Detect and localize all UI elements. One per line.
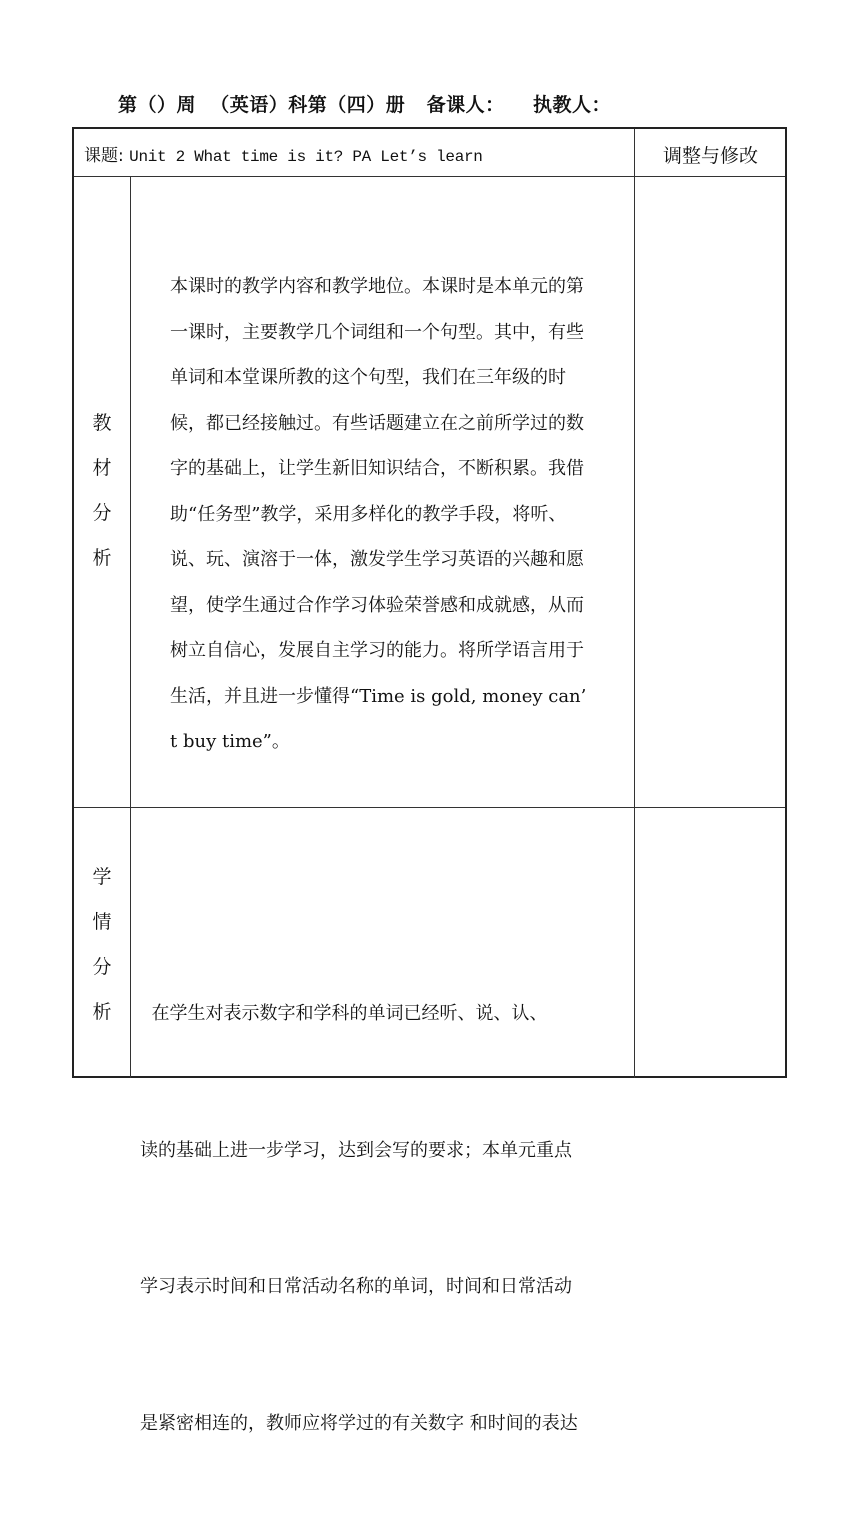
text-line: 在学生对表示数字和学科的单词已经听、说、认、 (140, 1003, 548, 1024)
label-char: 情 (92, 911, 112, 933)
text-line: 是紧密相连的，教师应将学过的有关数字 和时间的表达 (140, 1412, 578, 1434)
text-line: 读的基础上进一步学习，达到会写的要求；本单元重点 (140, 1139, 572, 1161)
label-char: 析 (92, 547, 112, 569)
title-label: 课题: (84, 146, 124, 166)
student-analysis-label (74, 855, 130, 1035)
column-divider (634, 129, 635, 176)
text-line: 字的基础上，让学生新旧知识结合，不断积累。我借 (170, 458, 584, 479)
column-divider (634, 176, 635, 807)
label-char: 分 (92, 956, 112, 978)
text-line: 候，都已经接触过。有些话题建立在之前所学过的数 (170, 412, 584, 434)
text-line: 树立自信心，发展自主学习的能力。将所学语言用于 (170, 640, 584, 661)
label-char: 学 (92, 866, 112, 888)
material-analysis-row (74, 176, 785, 808)
text-line: 本课时的教学内容和教学地位。本课时是本单元的第 (170, 276, 584, 297)
material-analysis-label (74, 401, 130, 581)
adjust-column-header: 调整与修改 (662, 145, 758, 167)
label-char: 析 (92, 1001, 112, 1023)
text-line: 说、玩、演溶于一体，激发学生学习英语的兴趣和愿 (170, 549, 584, 570)
text-line: 助“任务型”教学，采用多样化的教学手段，将听、 (170, 503, 567, 525)
label-char: 材 (92, 457, 112, 479)
lesson-title (84, 141, 483, 166)
text-line: 生活，并且进一步懂得“Time is gold, money can’ (170, 685, 587, 707)
student-analysis-row (74, 807, 785, 1434)
label-char: 教 (92, 412, 112, 434)
text-line: 一课时，主要教学几个词组和一个句型。其中，有些 (170, 321, 584, 343)
label-column-divider (130, 176, 131, 807)
page-header: 第（）周 （英语）科第（四）册 备课人： 执教人： (118, 94, 612, 116)
title-value: Unit 2 What time is it? PA Let’s learn (129, 148, 483, 166)
text-line: t buy time”。 (170, 731, 290, 752)
student-analysis-text (140, 900, 630, 1537)
title-row (74, 129, 785, 177)
label-char: 分 (92, 502, 112, 524)
text-line: 学习表示时间和日常活动名称的单词，时间和日常活动 (140, 1276, 572, 1297)
lesson-plan-table (72, 127, 787, 1434)
material-analysis-text (170, 264, 628, 765)
text-line: 单词和本堂课所教的这个句型，我们在三年级的时 (170, 367, 566, 388)
label-column-divider (130, 807, 131, 1078)
text-line: 望，使学生通过合作学习体验荣誉感和成就感，从而 (170, 594, 584, 616)
column-divider (634, 807, 635, 1078)
